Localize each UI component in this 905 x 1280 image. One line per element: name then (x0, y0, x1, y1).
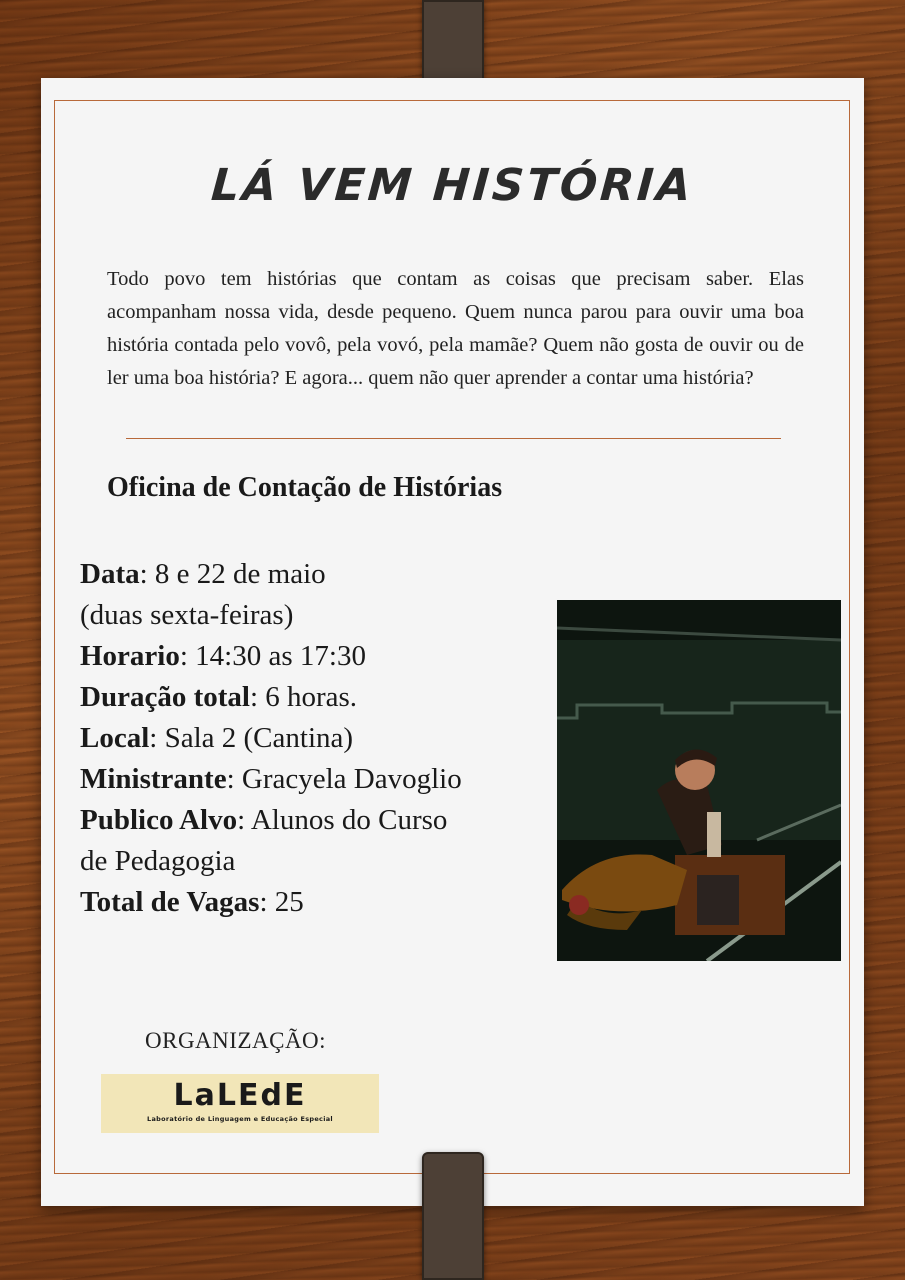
detail-date-note: (duas sexta-feiras) (80, 599, 294, 631)
lalede-logo-subtitle: Laboratório de Linguagem e Educação Especial (147, 1115, 333, 1123)
detail-location (80, 718, 540, 759)
paper-clip-bottom (422, 1152, 484, 1280)
detail-duration-label: Duração total (80, 681, 250, 713)
detail-location-label: Local (80, 722, 150, 754)
detail-time-label: Horario (80, 640, 180, 672)
intro-paragraph: Todo povo tem histórias que contam as coisas que precisam saber. Elas acompanham nossa vida, desde pequeno. Quem nunca parou para ouvir uma boa história contada pelo vovô, pela vovó, pela mamãe? Quem não gosta de ouvir ou de ler uma boa história? E agora... quem não quer aprender a contar uma história? (107, 268, 804, 389)
poster-title: LÁ VEM HISTÓRIA (209, 160, 696, 211)
detail-seats-value: : 25 (259, 886, 304, 918)
workshop-details (80, 554, 540, 923)
detail-date-value: : 8 e 22 de maio (139, 558, 326, 590)
detail-instructor-value: : Gracyela Davoglio (226, 763, 462, 795)
organization-label: ORGANIZAÇÃO: (145, 1028, 327, 1053)
storyteller-photo (557, 600, 841, 961)
storyteller-photo-illustration (557, 600, 841, 961)
divider-rule (126, 438, 781, 439)
detail-instructor-label: Ministrante (80, 763, 227, 795)
lalede-logo (101, 1074, 379, 1133)
lalede-logo-name: LaLEdE (173, 1078, 307, 1113)
detail-audience-value: : Alunos do Curso (237, 804, 448, 836)
detail-date-label: Data (80, 558, 140, 590)
detail-time (80, 636, 540, 677)
detail-time-value: : 14:30 as 17:30 (179, 640, 366, 672)
detail-instructor (80, 759, 540, 800)
workshop-title: Oficina de Contação de Histórias (107, 472, 503, 503)
detail-audience-cont: de Pedagogia (80, 845, 236, 877)
detail-duration (80, 677, 540, 718)
detail-duration-value: : 6 horas. (249, 681, 358, 713)
detail-audience-label: Publico Alvo (80, 804, 238, 836)
detail-seats (80, 882, 540, 923)
detail-location-value: : Sala 2 (Cantina) (149, 722, 354, 754)
detail-date (80, 554, 540, 595)
detail-seats-label: Total de Vagas (80, 886, 260, 918)
detail-audience (80, 800, 540, 841)
